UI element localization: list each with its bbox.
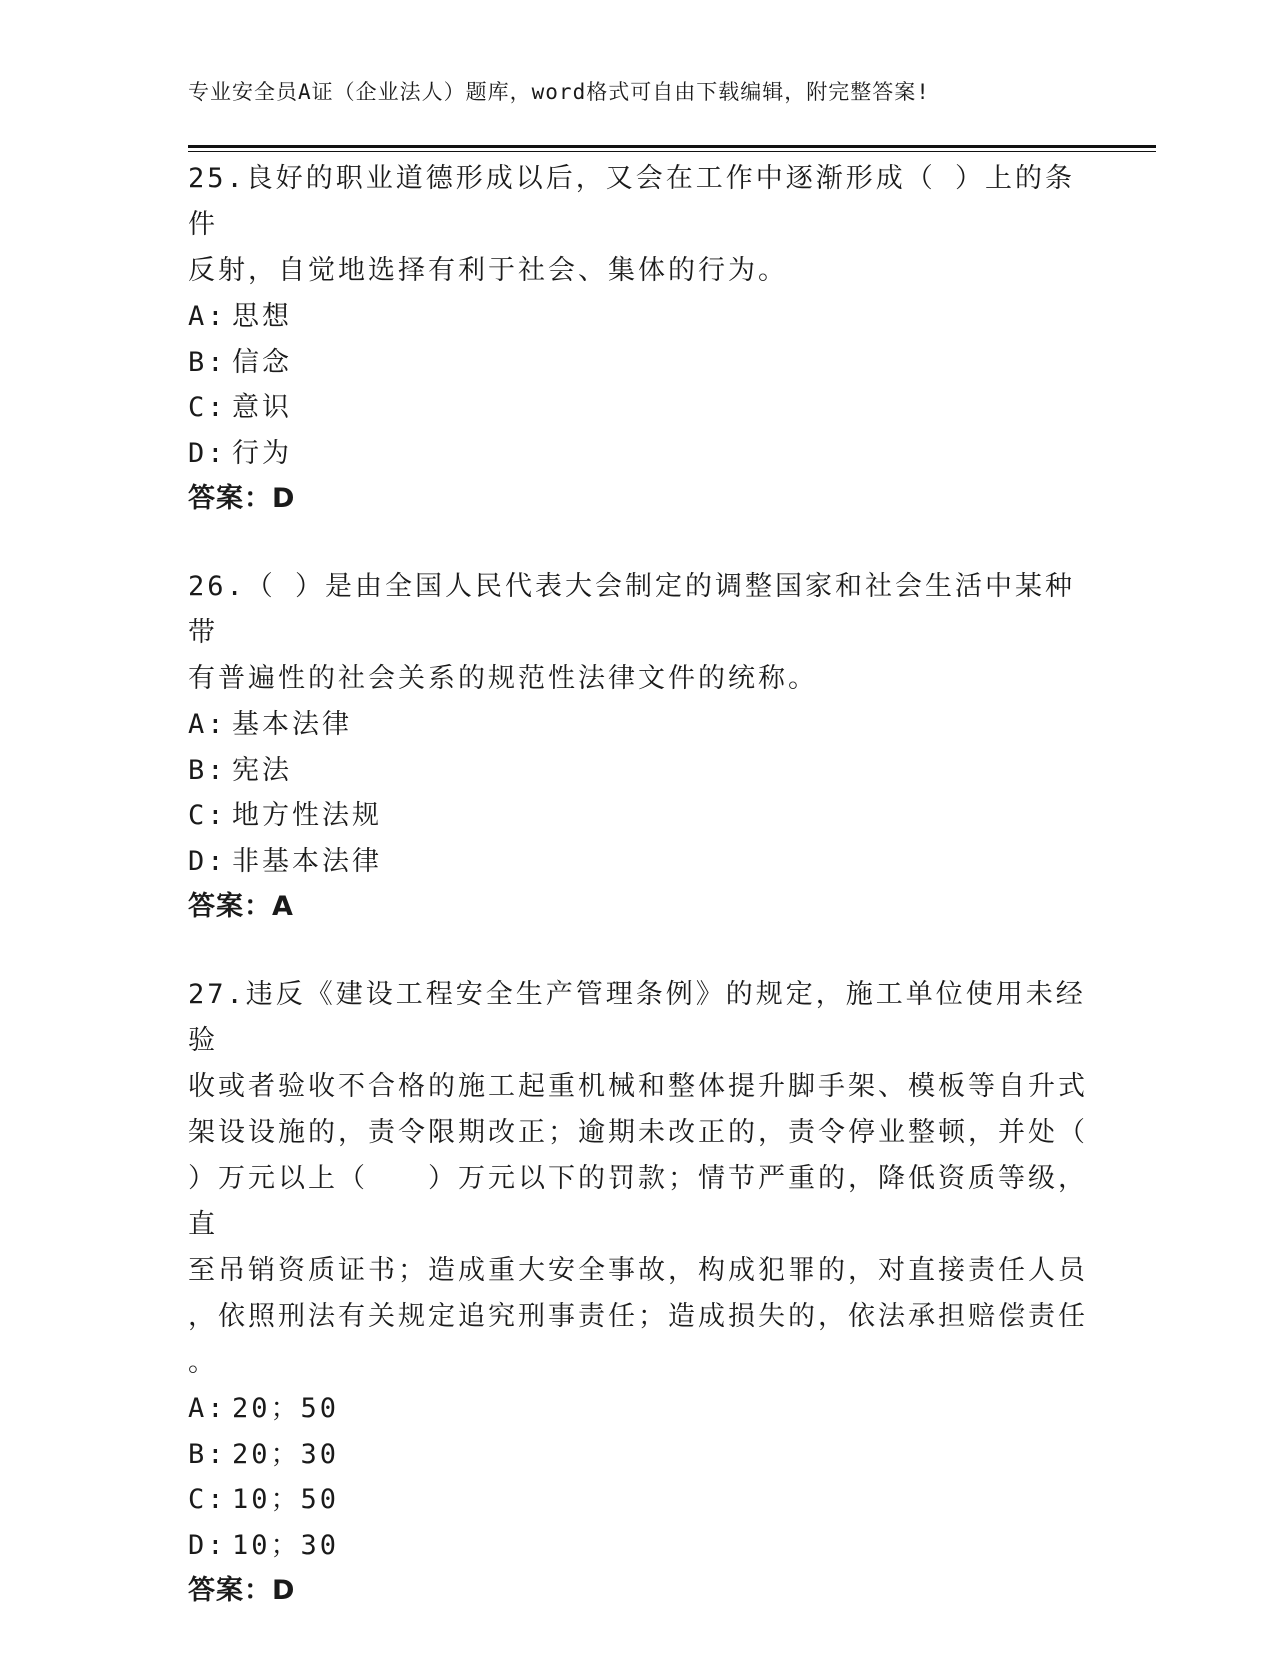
- option-d: [188, 1523, 1088, 1569]
- question-stem-line: 收或者验收不合格的施工起重机械和整体提升脚手架、模板等自升式: [188, 1071, 1088, 1102]
- header-divider: [188, 145, 1156, 152]
- question-1: [188, 156, 1088, 522]
- option-text: 意识: [232, 392, 292, 423]
- option-d: [188, 431, 1088, 477]
- question-stem-line: 反射，自觉地选择有利于社会、集体的行为。: [188, 255, 788, 286]
- option-letter: B:: [188, 1438, 227, 1470]
- question-list: [188, 156, 1088, 1656]
- option-c: [188, 793, 1088, 839]
- option-letter: D:: [188, 1529, 227, 1561]
- answer-line: 答案：D: [188, 1575, 296, 1606]
- option-text: 10；30: [232, 1529, 340, 1561]
- option-text: 基本法律: [232, 709, 352, 740]
- option-a: [188, 702, 1088, 748]
- question-stem-line: 25.良好的职业道德形成以后，又会在工作中逐渐形成（ ）上的条件: [188, 163, 1076, 240]
- option-d: [188, 839, 1088, 885]
- option-letter: B:: [188, 754, 227, 786]
- question-stem-line: 至吊销资质证书；造成重大安全事故，构成犯罪的，对直接责任人员: [188, 1255, 1088, 1286]
- option-c: [188, 1477, 1088, 1523]
- option-text: 行为: [232, 437, 292, 469]
- answer-line: 答案：D: [188, 483, 296, 514]
- option-letter: A:: [188, 301, 227, 332]
- option-text: 地方性法规: [232, 800, 382, 831]
- question-stem-line: ）万元以上（ ）万元以下的罚款；情节严重的，降低资质等级，直: [188, 1163, 1088, 1240]
- option-a: [188, 1386, 1088, 1432]
- question-2: [188, 564, 1088, 930]
- question-stem-line: 架设设施的，责令限期改正；逾期未改正的，责令停业整顿，并处（: [188, 1117, 1088, 1148]
- option-b: [188, 1432, 1088, 1478]
- option-a: [188, 294, 1088, 340]
- option-b: [188, 748, 1088, 794]
- question-stem-line: 27.违反《建设工程安全生产管理条例》的规定，施工单位使用未经验: [188, 979, 1086, 1056]
- question-stem-line: 26.（ ）是由全国人民代表大会制定的调整国家和社会生活中某种带: [188, 571, 1076, 648]
- option-letter: A:: [188, 709, 227, 740]
- option-text: 宪法: [232, 754, 292, 786]
- option-c: [188, 385, 1088, 431]
- option-text: 非基本法律: [232, 845, 382, 877]
- option-letter: B:: [188, 346, 227, 378]
- option-text: 10；50: [232, 1484, 340, 1515]
- option-letter: D:: [188, 845, 227, 877]
- option-letter: A:: [188, 1393, 227, 1424]
- option-letter: C:: [188, 1484, 227, 1515]
- question-3: [188, 972, 1088, 1614]
- option-text: 信念: [232, 346, 292, 378]
- option-letter: D:: [188, 437, 227, 469]
- answer-line: 答案：A: [188, 891, 294, 922]
- question-stem-line: 有普遍性的社会关系的规范性法律文件的统称。: [188, 663, 818, 694]
- option-text: 思想: [232, 301, 292, 332]
- question-stem-line: 。: [188, 1347, 218, 1378]
- option-b: [188, 340, 1088, 386]
- option-letter: C:: [188, 392, 227, 423]
- page-header-title: 专业安全员A证（企业法人）题库，word格式可自由下载编辑，附完整答案!: [188, 80, 930, 104]
- option-letter: C:: [188, 800, 227, 831]
- question-stem-line: ，依照刑法有关规定追究刑事责任；造成损失的，依法承担赔偿责任: [188, 1301, 1088, 1332]
- option-text: 20；50: [232, 1393, 340, 1424]
- option-text: 20；30: [232, 1438, 340, 1470]
